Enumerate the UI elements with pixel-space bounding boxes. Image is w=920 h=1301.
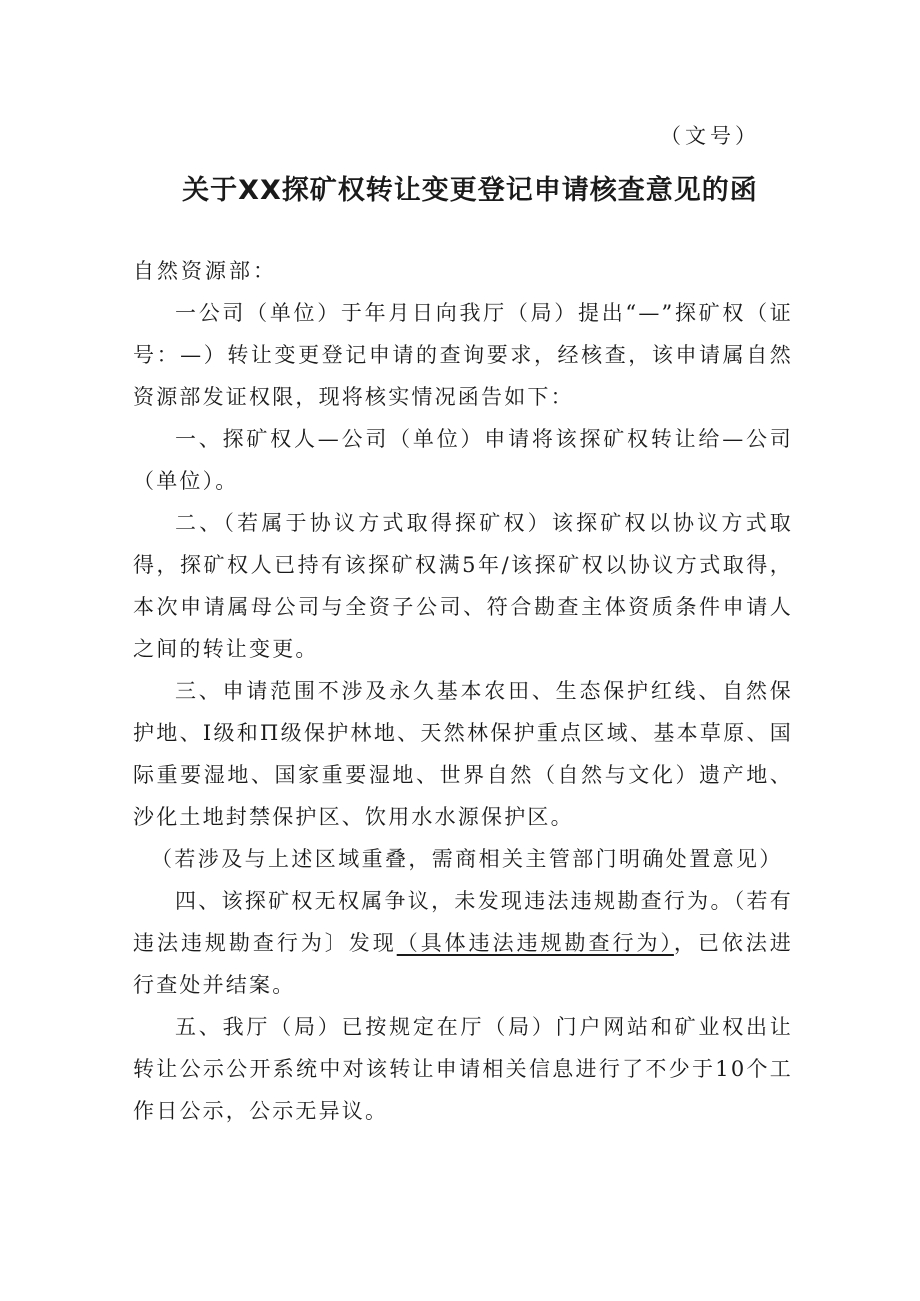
- item-3-note: （若涉及与上述区域重叠，需商相关主管部门明确处置意见）: [151, 847, 783, 871]
- addressee: 自然资源部：: [133, 259, 277, 283]
- document-title: 关于XX探矿权转让变更登记申请核查意见的函: [182, 175, 758, 206]
- item-4-paragraph: [133, 880, 793, 1006]
- item-4-underlined-text: （具体违法违规勘查行为）: [396, 931, 674, 955]
- document-number: （文号）: [660, 124, 760, 148]
- item-4-text-after: ，已依法进行查处并结案。: [133, 931, 794, 997]
- item-1-paragraph: 一、探矿权人—公司（单位）申请将该探矿权转让给—公司（单位）。: [133, 427, 793, 493]
- item-2-paragraph: 二、（若属于协议方式取得探矿权）该探矿权以协议方式取得，探矿权人已持有该探矿权满5年/该探矿权以协议方式取得，本次申请属母公司与全资子公司、符合勘查主体资质条件申请人之间的转让变更。: [133, 511, 793, 661]
- item-5-paragraph: 五、我厅（局）已按规定在厅（局）门户网站和矿业权出让转让公示公开系统中对该转让申请相关信息进行了不少于10个工作日公示，公示无异议。: [133, 1015, 793, 1123]
- document-body: [133, 250, 793, 1132]
- item-3-paragraph: 三、申请范围不涉及永久基本农田、生态保护红线、自然保护地、I级和Π级保护林地、天然林保护重点区域、基本草原、国际重要湿地、国家重要湿地、世界自然（自然与文化）遗产地、沙化土地封禁保护区、饮用水水源保护区。: [133, 679, 793, 829]
- item-4-text-before: 四、该探矿权无权属争议，未发现违法违规勘查行为。（若有违法违规勘查行为〕发现: [133, 889, 793, 955]
- intro-paragraph: 一公司（单位）于年月日向我厅（局）提出“—”探矿权（证号：—）转让变更登记申请的查询要求，经核查，该申请属自然资源部发证权限，现将核实情况函告如下：: [133, 301, 793, 409]
